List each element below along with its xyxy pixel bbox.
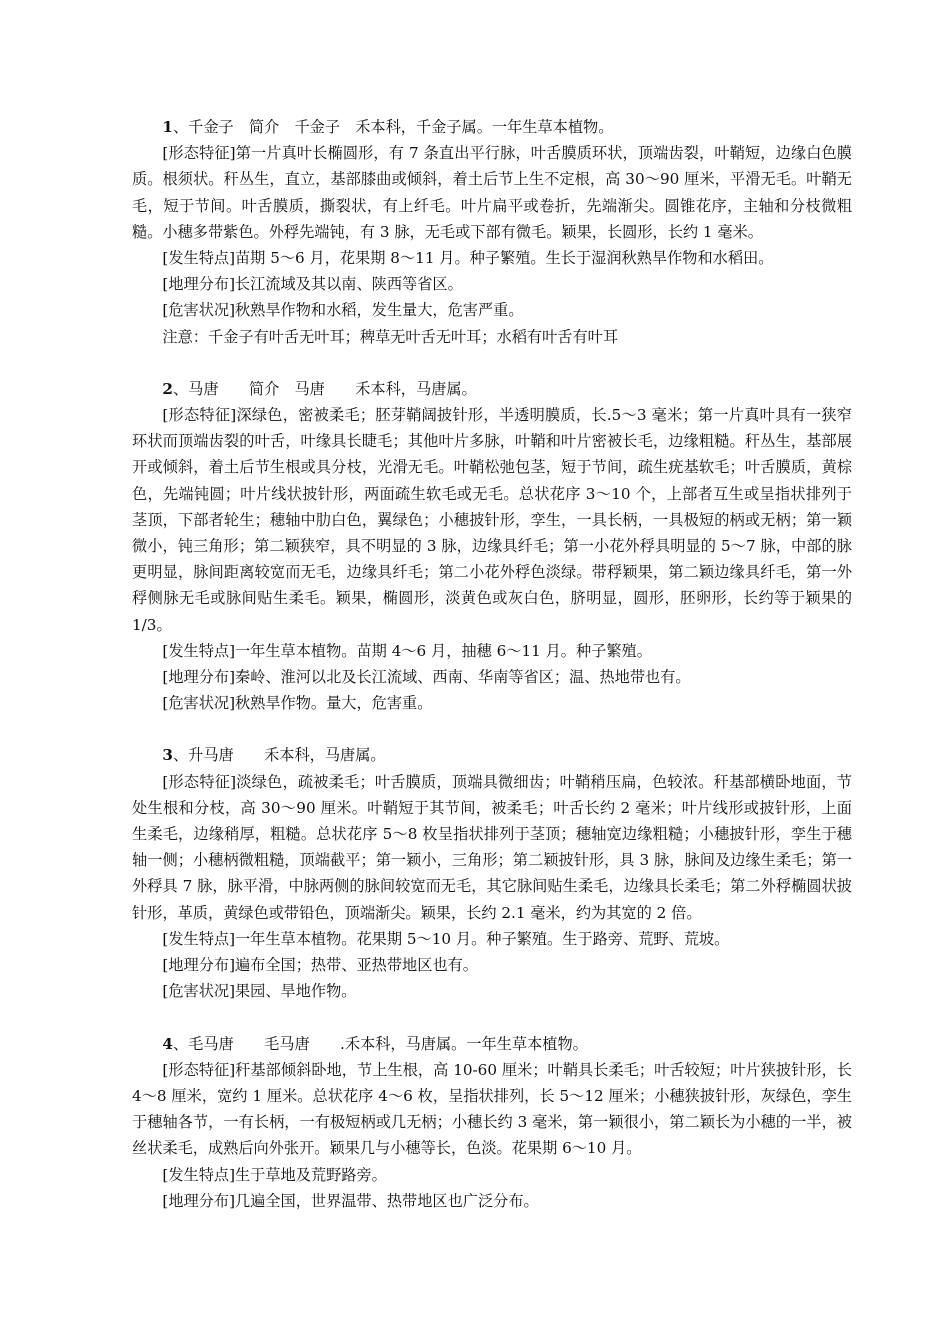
entry-heading — [132, 742, 852, 768]
entry-heading — [132, 376, 852, 402]
paragraph-damage: [危害状况]秋熟旱作物和水稻，发生量大，危害严重。 — [162, 301, 524, 320]
entry-number: 3 — [162, 746, 173, 765]
entry-shengmatang — [132, 742, 852, 1004]
paragraph-morphology: [形态特征]秆基部倾斜卧地，节上生根，高 10-60 厘米；叶鞘具长柔毛；叶舌较短；叶片狭披针形，长 4～8 厘米，宽约 1 厘米。总状花序 4～6 枚，呈指状排列，长 5～12 厘米；小穗狭披针形，灰绿色，孪生于穗轴各节，一有长柄，一有极短柄或几无柄；小穗长约 3 毫米，第一颖很小，第二颖长为小穗的一半，被丝状柔毛，成熟后向外张开。颖果几与小穗等长，色淡。花果期 6～10 月。 — [132, 1060, 852, 1158]
document-page — [132, 114, 852, 1240]
paragraph-distribution: [地理分布]长江流域及其以南、陕西等省区。 — [162, 275, 463, 294]
paragraph-damage: [危害状况]秋熟旱作物。量大，危害重。 — [162, 694, 433, 713]
entry-number: 2 — [162, 379, 173, 398]
entry-number: 4 — [162, 1034, 173, 1053]
entry-heading-text: 、毛马唐 毛马唐 .禾本科，马唐属。一年生草本植物。 — [172, 1034, 588, 1053]
paragraph-distribution: [地理分布]几遍全国，世界温带、热带地区也广泛分布。 — [162, 1191, 539, 1210]
entry-maomatang — [132, 1031, 852, 1214]
paragraph-occurrence: [发生特点]一年生草本植物。花果期 5～10 月。种子繁殖。生于路旁、荒野、荒坡。 — [162, 929, 730, 948]
paragraph-occurrence: [发生特点]苗期 5～6 月，花果期 8～11 月。种子繁殖。生长于湿润秋熟旱作物和水稻田。 — [162, 249, 774, 268]
paragraph-occurrence: [发生特点]生于草地及荒野路旁。 — [162, 1165, 387, 1184]
entry-heading — [132, 114, 852, 140]
paragraph-distribution: [地理分布]遍布全国；热带、亚热带地区也有。 — [162, 956, 478, 975]
paragraph-note: 注意：千金子有叶舌无叶耳；稗草无叶舌无叶耳；水稻有叶舌有叶耳 — [162, 327, 619, 346]
entry-heading-text: 、升马唐 禾本科，马唐属。 — [172, 746, 386, 765]
entry-heading-text: 、马唐 简介 马唐 禾本科，马唐属。 — [172, 379, 477, 398]
entry-number: 1 — [162, 118, 173, 136]
entry-heading-text: 、千金子 简介 千金子 禾本科，千金子属。一年生草本植物。 — [172, 118, 614, 136]
paragraph-morphology: [形态特征]第一片真叶长椭圆形，有 7 条直出平行脉，叶舌膜质环状，顶端齿裂，叶鞘短，边缘白色膜质。根须状。秆丛生，直立，基部膝曲或倾斜，着土后节上生不定根，高 30～90 厘米，平滑无毛。叶鞘无毛，短于节间。叶舌膜质，撕裂状，有上纤毛。叶片扁平或卷折，先端渐尖。圆锥花序，主轴和分枝微粗糙。小穗多带紫色。外稃先端钝，有 3 脉，无毛或下部有微毛。颖果，长圆形，长约 1 毫米。 — [132, 144, 852, 241]
entry-qianjinzi — [132, 114, 852, 350]
paragraph-morphology: [形态特征]淡绿色，疏被柔毛；叶舌膜质，顶端具微细齿；叶鞘稍压扁，色较浓。秆基部横卧地面，节处生根和分枝，高 30～90 厘米。叶鞘短于其节间，被柔毛；叶舌长约 2 毫米；叶片线形或披针形，上面生柔毛，边缘稍厚，粗糙。总状花序 5～8 枚呈指状排列于茎顶；穗轴宽边缘粗糙；小穗披针形，孪生于穗轴一侧；小穗柄微粗糙，顶端截平；第一颖小，三角形；第二颖披针形，具 3 脉，脉间及边缘生柔毛；第一外稃具 7 脉，脉平滑，中脉两侧的脉间较宽而无毛，其它脉间贴生柔毛，边缘具长柔毛；第二外稃椭圆状披针形，革质，黄绿色或带铅色，顶端渐尖。颖果，长约 2.1 毫米，约为其宽的 2 倍。 — [132, 772, 852, 922]
paragraph-damage: [危害状况]果园、旱地作物。 — [162, 982, 357, 1001]
paragraph-distribution: [地理分布]秦岭、淮河以北及长江流域、西南、华南等省区；温、热地带也有。 — [162, 668, 691, 687]
paragraph-morphology: [形态特征]深绿色，密被柔毛；胚芽鞘阔披针形，半透明膜质，长.5～3 毫米；第一片真叶具有一狭窄环状而顶端齿裂的叶舌，叶缘具长睫毛；其他叶片多脉，叶鞘和叶片密被长毛，边缘粗糙。秆丛生，基部展开或倾斜，着土后节生根或具分枝，光滑无毛。叶鞘松弛包茎，短于节间，疏生疣基软毛；叶舌膜质，黄棕色，先端钝圆；叶片线状披针形，两面疏生软毛或无毛。总状花序 3～10 个，上部者互生或呈指状排列于茎顶，下部者轮生；穗轴中肋白色，翼绿色；小穗披针形，孪生，一具长柄，一具极短的柄或无柄；第一颖微小，钝三角形；第二颖狭窄，具不明显的 3 脉，边缘具纤毛；第一小花外稃具明显的 5～7 脉，中部的脉更明显，脉间距离较宽而无毛，边缘具纤毛；第二小花外稃色淡绿。带稃颖果，第二颖边缘具纤毛，第一外稃侧脉无毛或脉间贴生柔毛。颖果，椭圆形，淡黄色或灰白色，脐明显，圆形，胚卵形，长约等于颖果的 1/3。 — [132, 406, 852, 634]
entry-heading — [132, 1031, 852, 1057]
paragraph-occurrence: [发生特点]一年生草本植物。苗期 4～6 月，抽穗 6～11 月。种子繁殖。 — [162, 641, 652, 660]
entry-matang — [132, 376, 852, 717]
